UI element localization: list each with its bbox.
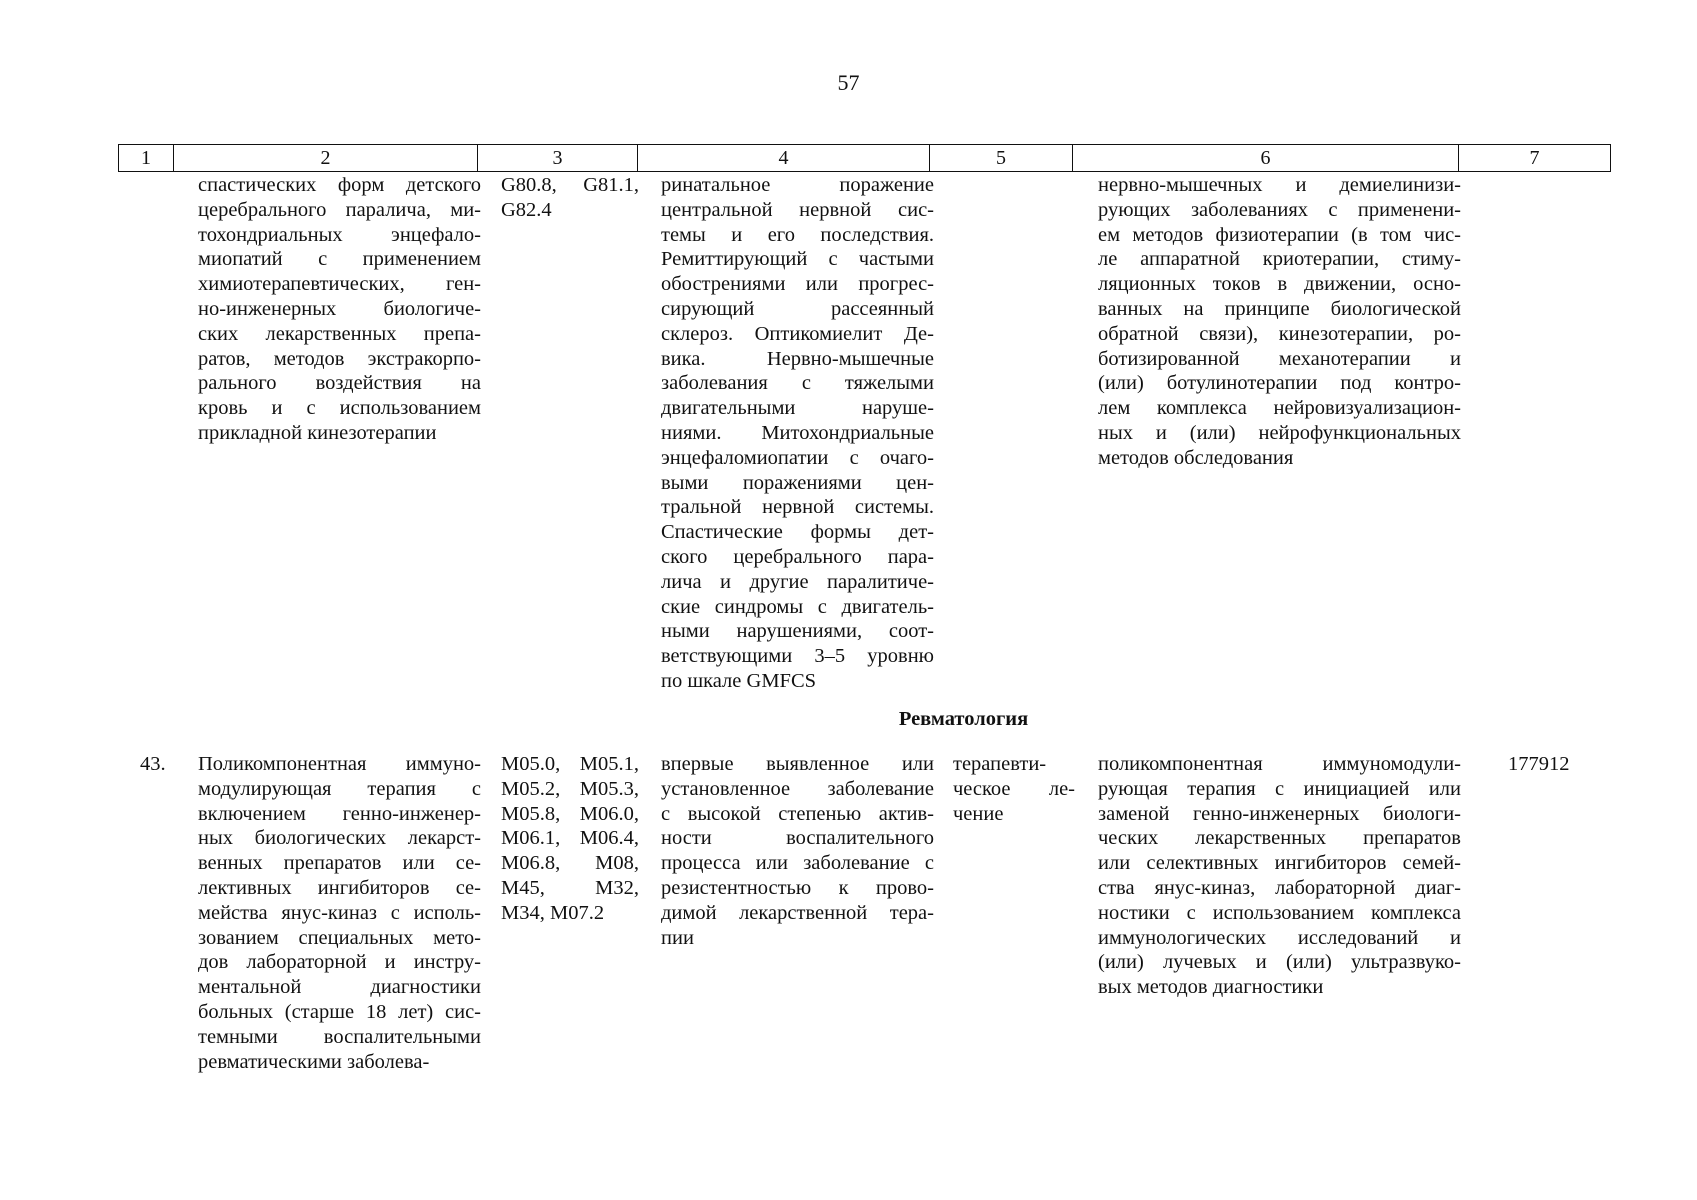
column-header-5: 5 [930, 145, 1073, 172]
cell-text-line: тральной нервной системы. [661, 496, 934, 519]
cell-text-line: (или) ботулинотерапии под контро- [1098, 372, 1461, 395]
cell-text-line: склероз. Оптикомиелит Де- [661, 322, 934, 345]
row-43-patient-model [661, 752, 934, 950]
cell-text-line: ветствующими 3–5 уровню [661, 645, 934, 668]
cell-text-line: лем комплекса нейровизуализацион- [1098, 397, 1461, 420]
row-43-treatment-method [1098, 752, 1461, 1000]
cell-text-line: энцефаломиопатии с очаго- [661, 446, 934, 469]
cell-text-line: спастических форм детского [198, 174, 481, 196]
cell-text-line: дов лабораторной и инстру- [198, 951, 481, 974]
cell-text-line: выми поражениями цен- [661, 471, 934, 494]
cell-text-line: заболевания с тяжелыми [661, 372, 934, 395]
cell-text-line: рального воздействия на [198, 372, 481, 395]
cell-text-line: M06.1, M06.4, [501, 827, 639, 850]
continued-row-icd-codes [501, 173, 639, 223]
cell-text-line: центральной нервной сис- [661, 198, 934, 221]
cell-text-line: резистентностью к прово- [661, 876, 934, 899]
cell-text-line: ринатальное поражение [661, 174, 934, 196]
cell-text-line: с высокой степенью актив- [661, 802, 934, 825]
cell-text-line: лективных ингибиторов се- [198, 876, 481, 899]
cell-text-line: обострениями или прогрес- [661, 273, 934, 296]
cell-text-line: модулирующая терапия с [198, 777, 481, 800]
cell-text-line: тохондриальных энцефало- [198, 223, 481, 246]
cell-text-line: поликомпонентная иммуномодули- [1098, 753, 1461, 775]
cell-text-line: ские синдромы с двигатель- [661, 595, 934, 618]
cell-text-line: или селективных ингибиторов семей- [1098, 852, 1461, 875]
column-header-4: 4 [638, 145, 930, 172]
cell-text-line: процесса или заболевание с [661, 852, 934, 875]
cell-text-line: G80.8, G81.1, [501, 174, 639, 196]
column-header-7: 7 [1459, 145, 1611, 172]
cell-text-line: заменой генно-инженерных биологи- [1098, 802, 1461, 825]
row-43-cost: 177912 [1508, 753, 1570, 775]
cell-text-line: терапевти- [953, 753, 1047, 775]
cell-text-line: Спастические формы дет- [661, 521, 934, 544]
cell-text-line: нервно-мышечных и демиелинизи- [1098, 174, 1461, 196]
cell-text-line: двигательными наруше- [661, 397, 934, 420]
cell-text-line: лича и другие паралитиче- [661, 570, 934, 593]
cell-text-line: ревматическими заболева- [198, 1050, 430, 1073]
cell-text-line: ностики с использованием комплекса [1098, 901, 1461, 924]
cell-text-line: венных препаратов или се- [198, 852, 481, 875]
cell-text-line: ботизированной механотерапии и [1098, 347, 1461, 370]
cell-text-line: церебрального паралича, ми- [198, 198, 481, 221]
page-number: 57 [837, 70, 860, 95]
cell-text-line: ных и (или) нейрофункциональных [1098, 421, 1461, 444]
column-header-table [118, 144, 1611, 172]
cell-text-line: прикладной кинезотерапии [198, 421, 437, 444]
continued-row-patient-model [661, 173, 934, 694]
cell-text-line: димой лекарственной тера- [661, 901, 934, 924]
cell-text-line: сирующий рассеянный [661, 297, 934, 320]
cell-text-line: установленное заболевание [661, 777, 934, 800]
cell-text-line: ства янус-киназ, лабораторной диаг- [1098, 876, 1461, 899]
column-header-row [119, 145, 1611, 172]
cell-text-line: ем методов физиотерапии (в том чис- [1098, 223, 1461, 246]
cell-text-line: ных биологических лекарст- [198, 827, 481, 850]
row-43-number: 43. [140, 753, 166, 775]
cell-text-line: ляционных токов в движении, осно- [1098, 273, 1461, 296]
cell-text-line: миопатий с применением [198, 248, 481, 271]
column-header-2: 2 [174, 145, 478, 172]
cell-text-line: обратной связи), кинезотерапии, ро- [1098, 322, 1461, 345]
cell-text-line: ских лекарственных препа- [198, 322, 481, 345]
cell-text-line: ности воспалительного [661, 827, 934, 850]
cell-text-line: темы и его последствия. [661, 223, 934, 246]
column-header-3: 3 [478, 145, 638, 172]
cell-text-line: M45, M32, [501, 876, 639, 899]
row-43-treatment-name [198, 752, 481, 1074]
cell-text-line: по шкале GMFCS [661, 669, 817, 692]
cell-text-line: больных (старше 18 лет) сис- [198, 1000, 481, 1023]
column-header-1: 1 [119, 145, 174, 172]
cell-text-line: ментальной диагностики [198, 976, 481, 999]
cell-text-line: химиотерапевтических, ген- [198, 273, 481, 296]
cell-text-line: мейства янус-киназ с исполь- [198, 901, 481, 924]
cell-text-line: методов обследования [1098, 446, 1294, 469]
cell-text-line: иммунологических исследований и [1098, 926, 1461, 949]
cell-text-line: M06.8, M08, [501, 852, 639, 875]
cell-text-line: ванных на принципе биологической [1098, 297, 1461, 320]
cell-text-line: рующая терапия с инициацией или [1098, 777, 1461, 800]
cell-text-line: ными нарушениями, соот- [661, 620, 934, 643]
continued-row-treatment-method [1098, 173, 1461, 471]
cell-text-line: ниями. Митохондриальные [661, 421, 934, 444]
cell-text-line: M05.8, M06.0, [501, 802, 639, 825]
cell-text-line: пии [661, 926, 694, 949]
cell-text-line: ческое ле- [953, 777, 1075, 800]
cell-text-line: ческих лекарственных препаратов [1098, 827, 1461, 850]
continued-row-treatment-name [198, 173, 481, 446]
cell-text-line: вика. Нервно-мышечные [661, 347, 934, 370]
cell-text-line: вых методов диагностики [1098, 976, 1324, 999]
row-43-icd-codes [501, 752, 639, 926]
cell-text-line: ратов, методов экстракорпо- [198, 347, 481, 370]
section-title: Ревматология [898, 708, 1029, 730]
cell-text-line: чение [953, 802, 1004, 825]
cell-text-line: но-инженерных биологиче- [198, 297, 481, 320]
cell-text-line: Ремиттирующий с частыми [661, 248, 934, 271]
cell-text-line: M34, M07.2 [501, 901, 605, 924]
cell-text-line: темными воспалительными [198, 1025, 481, 1048]
column-header-6: 6 [1073, 145, 1459, 172]
cell-text-line: M05.0, M05.1, [501, 753, 639, 775]
cell-text-line: Поликомпонентная иммуно- [198, 753, 481, 775]
cell-text-line: рующих заболеваниях с применени- [1098, 198, 1461, 221]
cell-text-line: впервые выявленное или [661, 753, 934, 775]
cell-text-line: M05.2, M05.3, [501, 777, 639, 800]
cell-text-line: G82.4 [501, 198, 552, 221]
cell-text-line: ле аппаратной криотерапии, стиму- [1098, 248, 1461, 271]
row-43-treatment-type [953, 752, 1075, 826]
cell-text-line: кровь и с использованием [198, 397, 481, 420]
cell-text-line: зованием специальных мето- [198, 926, 481, 949]
cell-text-line: включением генно-инженер- [198, 802, 481, 825]
cell-text-line: ского церебрального пара- [661, 545, 934, 568]
cell-text-line: (или) лучевых и (или) ультразвуко- [1098, 951, 1461, 974]
